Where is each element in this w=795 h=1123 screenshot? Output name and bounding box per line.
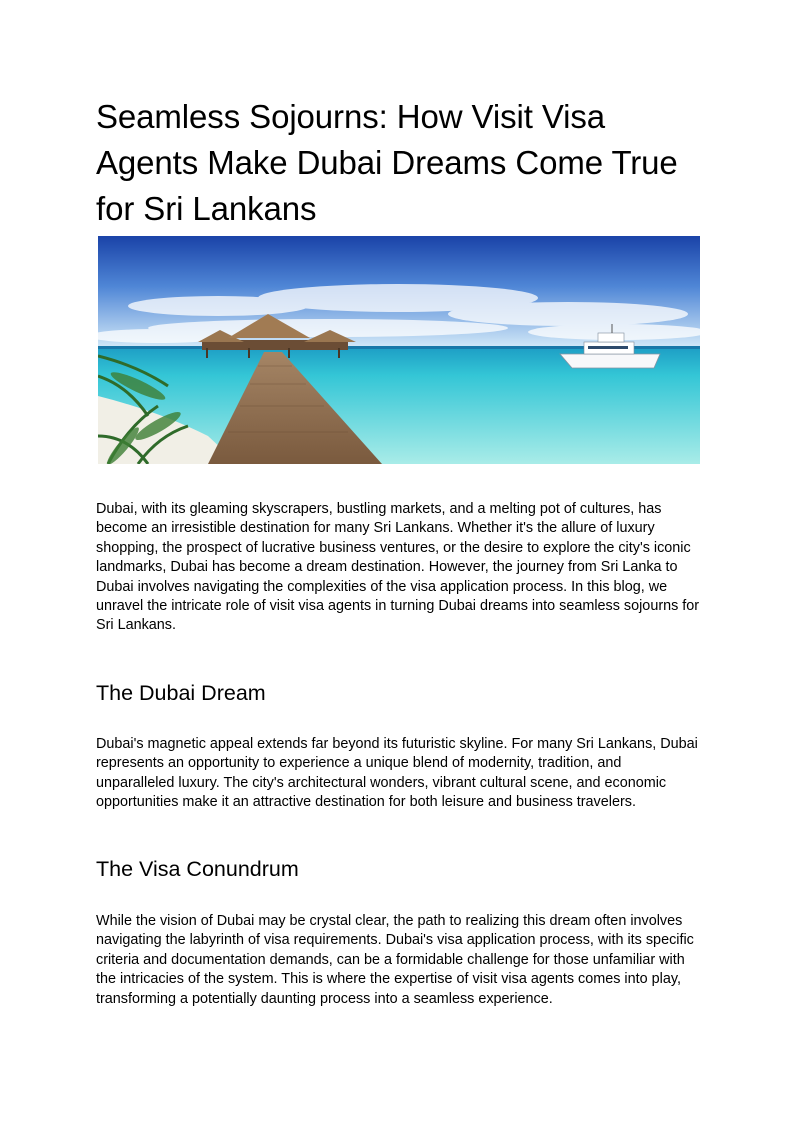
article-title: Seamless Sojourns: How Visit Visa Agents Make Dubai Dreams Come True for Sri Lankans (96, 98, 678, 227)
section-body-dubai-dream: Dubai's magnetic appeal extends far beyond its futuristic skyline. For many Sri Lankans, Dubai represents an opportunity to experience a unique blend of modernity, tradition, and unparalleled luxury. The city's architectural wonders, vibrant cultural scene, and economic opportunities make it an attractive destination for both leisure and business travelers. (96, 736, 698, 811)
hero-illustration (98, 236, 700, 464)
intro-paragraph: Dubai, with its gleaming skyscrapers, bustling markets, and a melting pot of cultures, has become an irresistible destination for many Sri Lankans. Whether it's the allure of luxury shopping, the prospect of lucrative business ventures, or the desire to explore the city's iconic landmarks, Dubai has become a dream destination. However, the journey from Sri Lanka to Dubai involves navigating the complexities of the visa application process. In this blog, we unravel the intricate role of visit visa agents in turning Dubai dreams into seamless sojourns for Sri Lankans. (96, 501, 700, 634)
hero-image-beach-jetty (98, 236, 700, 464)
section-heading-dubai-dream: The Dubai Dream (96, 681, 266, 705)
section-heading-visa-conundrum: The Visa Conundrum (96, 857, 299, 881)
section-body-visa-conundrum: While the vision of Dubai may be crystal clear, the path to realizing this dream often involves navigating the labyrinth of visa requirements. Dubai's visa application process, with its specific criteria and documentation demands, can be a formidable challenge for those unfamiliar with the intricacies of the system. This is where the expertise of visit visa agents comes into play, transforming a potentially daunting process into a seamless experience. (96, 913, 694, 1007)
